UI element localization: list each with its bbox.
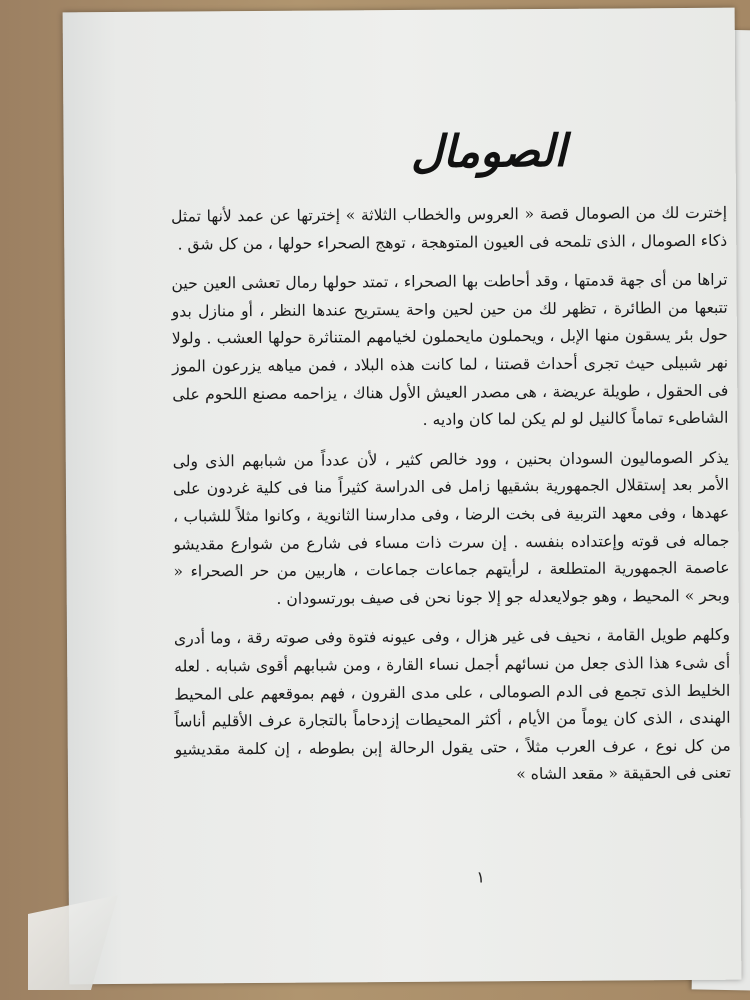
paragraph: يذكر الصوماليون السودان بحنين ، وود خالص كثير ، لأن عدداً من شبابهم الذى ولى الأمر بعد إستقلال الجمهورية بشقيها زامل فى الدراسة كثيراً منا فى كلية غردون على عهدها ، وفى معهد التربية فى بخت الرضا ، وفى مدارسنا الثانوية ، وكانوا مثلاً للشباب ، جماله فى قوته وإعتداده بنفسه . إن سرت ذات مساء فى شارع من شوارع مقديشو عاصمة الجمهورية المتطلعة ، لرأيتهم جماعات جماعات ، هاربين من حر الصحراء « وبحر » المحيط ، وهو جولايعدله جو إلا جونا نحن فى صيف بورتسودان . (172, 448, 730, 608)
book-page (63, 8, 742, 985)
paragraph: تراها من أى جهة قدمتها ، وقد أحاطت بها الصحراء ، تمتد حولها رمال تعشى العين حين تتبعها من الطائرة ، تظهر لك من حين لحين واحة يستريح عندها النظر ، أو منازل بدو حول بئر يسقون منها الإبل ، ويحملون مايحملون لخيامهم المتناثرة حولها العشب . ولولا نهر شبيلى حيث تجرى أحداث قصتنا ، لما كانت هذه البلاد ، فمن مياهه يزرعون الموز فى الحقول ، طويلة عريضة ، هى مصدر العيش الأول هناك ، يزاحمه مصنع اللحوم على الشاطىء تماماً كالنيل لو لم يكن لما كان واديه . (171, 270, 729, 430)
paragraph: إخترت لك من الصومال قصة « العروس والخطاب الثلاثة » إخترتها عن عمد لأنها تمثل ذكاء الصومال ، الذى تلمحه فى العيون المتوهجة ، توهج الصحراء حولها ، من كل شق . (170, 203, 728, 254)
page-number: ١ (476, 867, 486, 887)
page-title: الصومال (410, 125, 567, 178)
body-text (171, 200, 731, 804)
paragraph: وكلهم طويل القامة ، نحيف فى غير هزال ، وفى عيونه فتوة وفى صوته رقة ، وما أدرى أى شىء هذا الذى جعل من نسائهم أجمل نساء القارة ، ومن شبابهم أقوى شبابه . لعله الخليط الذى تجمع فى الدم الصومالى ، على مدى القرون ، فهم بموقعهم على المحيط الهندى ، الذى كان يوماً من الأيام ، أكثر المحيطات إزدحاماً بالتجارة عرف الأقليم أناساً من كل نوع ، عرف العرب مثلاً ، حتى يقول الرحالة إبن بطوطه ، إن كلمة مقديشيو تعنى فى الحقيقة « مقعد الشاه » (173, 626, 732, 784)
